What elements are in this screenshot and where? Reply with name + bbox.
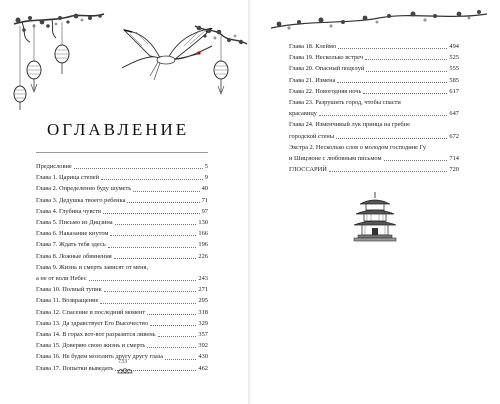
toc-entry: Глава 2. Определенно буду шуметь 40 <box>36 185 208 193</box>
toc-entry: Глава 8. Ложные обвинения 226 <box>36 252 208 260</box>
toc-entry: Глава 6. Наказание кнутом 166 <box>36 230 208 238</box>
toc-entry: Предисловие 5 <box>36 163 208 170</box>
hanging-lanterns-illustration <box>12 12 107 112</box>
pagoda-illustration <box>352 192 398 244</box>
toc-entry: Глава 9. Жизнь и смерть зависят от меня, а не от воли Небес 243 <box>36 263 208 283</box>
cloud-ornament-icon <box>117 367 133 375</box>
toc-entry: Глава 23. Разрушить город, чтобы спасти красавицу 647 <box>289 99 459 118</box>
toc-entry: ГЛОССАРИЙ 720 <box>289 166 459 174</box>
title-underline <box>36 152 208 153</box>
toc-entry: Глава 22. Новогодняя ночь 617 <box>289 87 459 95</box>
toc-entry: Глава 10. Полный тупик 271 <box>36 286 208 294</box>
floral-header-ornament <box>269 6 489 36</box>
blossom-branch-lanterns-illustration <box>191 22 271 100</box>
toc-entry: Глава 12. Спасение в последний момент 318 <box>36 308 208 316</box>
toc-entry: Глава 17. Попытки выведать 462 <box>36 364 208 372</box>
toc-right <box>289 41 459 175</box>
toc-entry: Глава 20. Опасный поцелуй 555 <box>289 65 459 73</box>
toc-entry: Глава 14. В горах вот-вот разразится ливень 357 <box>36 331 208 339</box>
toc-entry: Экстра 2. Несколько слов о молодом господине Гу и Шицзюне с любовным письмом 714 <box>289 143 459 163</box>
toc-entry: Глава 15. Доверяю свою жизнь и смерть 392 <box>36 342 208 350</box>
toc-entry: Глава 19. Несколько встреч 525 <box>289 54 459 62</box>
toc-entry: Глава 3. Дедушка твоего ребенка 71 <box>36 196 208 204</box>
toc-entry: Глава 16. Не будем мозолить другу другу глаза 430 <box>36 353 208 361</box>
toc-entry: Глава 4. Глубина чувств 97 <box>36 207 208 215</box>
toc-entry: Глава 13. Да здравствует Его Высочество 329 <box>36 319 208 327</box>
toc-entry: Глава 21. Измена 585 <box>289 76 459 84</box>
toc-entry: Глава 7. Ждать тебя здесь 196 <box>36 241 208 249</box>
toc-left <box>36 161 208 374</box>
page-number: 733 <box>118 359 127 365</box>
toc-title: ОГЛАВЛЕНИЕ <box>47 120 190 139</box>
toc-entry: Глава 18. Клеймо 494 <box>289 43 459 50</box>
right-page <box>251 0 500 404</box>
toc-entry: Глава 5. Письмо из Дицзина 130 <box>36 219 208 227</box>
toc-entry: Глава 11. Возвращение 295 <box>36 297 208 305</box>
toc-entry: Глава 24. Изменчивый лук принца на гребне городской стены 672 <box>289 121 459 140</box>
toc-entry: Глава 1. Царица степей 9 <box>36 174 208 182</box>
